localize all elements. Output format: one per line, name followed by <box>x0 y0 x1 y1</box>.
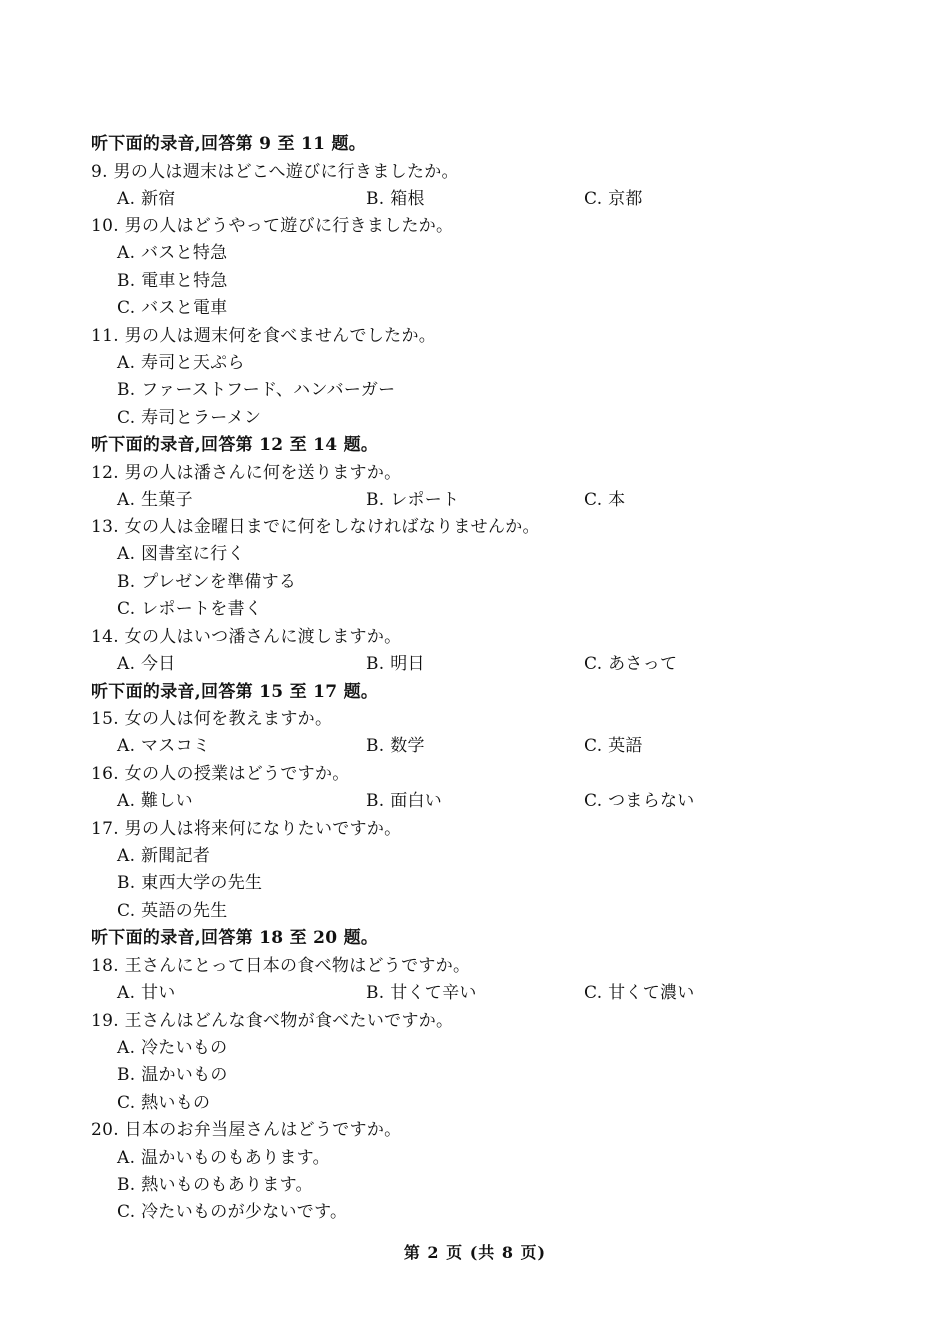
option-c: C. バスと電車 <box>117 298 228 318</box>
question-10: 10. 男の人はどうやって遊びに行きましたか。 <box>91 216 454 236</box>
question-19: 19. 王さんはどんな食べ物が食べたいですか。 <box>91 1011 454 1031</box>
option-a: A. 難しい <box>117 791 193 811</box>
option-a: A. 温かいものもあります。 <box>117 1148 330 1168</box>
question-15: 15. 女の人は何を教えますか。 <box>91 709 333 729</box>
option-b: B. レポート <box>366 490 460 510</box>
option-c: C. 京都 <box>584 189 643 209</box>
option-a: A. 今日 <box>117 654 176 674</box>
option-a: A. 新聞記者 <box>117 846 211 866</box>
question-20: 20. 日本のお弁当屋さんはどうですか。 <box>91 1120 402 1140</box>
option-b: B. 甘くて辛い <box>366 983 477 1003</box>
option-c: C. あさって <box>584 654 678 674</box>
option-a: A. 甘い <box>117 983 176 1003</box>
option-c: C. 甘くて濃い <box>584 983 695 1003</box>
option-b: B. 明日 <box>366 654 425 674</box>
option-a: A. 冷たいもの <box>117 1038 228 1058</box>
option-b: B. 東西大学の先生 <box>117 873 263 893</box>
option-c: C. 熱いもの <box>117 1093 211 1113</box>
option-b: B. 箱根 <box>366 189 425 209</box>
option-a: A. マスコミ <box>117 736 211 756</box>
option-a: A. 図書室に行く <box>117 544 245 564</box>
option-c: C. レポートを書く <box>117 599 263 619</box>
option-b: B. 温かいもの <box>117 1065 228 1085</box>
option-b: B. 電車と特急 <box>117 271 228 291</box>
option-c: C. 英語 <box>584 736 643 756</box>
question-12: 12. 男の人は潘さんに何を送りますか。 <box>91 463 402 483</box>
option-b: B. ファーストフード、ハンバーガー <box>117 380 396 400</box>
option-b: B. 面白い <box>366 791 443 811</box>
option-c: C. 本 <box>584 490 626 510</box>
question-14: 14. 女の人はいつ潘さんに渡しますか。 <box>91 627 402 647</box>
option-b: B. 数学 <box>366 736 425 756</box>
option-c: C. つまらない <box>584 791 695 811</box>
option-a: A. 生菓子 <box>117 490 193 510</box>
option-c: C. 英語の先生 <box>117 901 228 921</box>
question-9: 9. 男の人は週末はどこへ遊びに行きましたか。 <box>91 162 459 182</box>
option-c: C. 寿司とラーメン <box>117 408 262 428</box>
option-a: A. 寿司と天ぷら <box>117 353 245 373</box>
section-heading: 听下面的录音,回答第 18 至 20 题。 <box>91 928 379 948</box>
question-16: 16. 女の人の授業はどうですか。 <box>91 764 350 784</box>
question-13: 13. 女の人は金曜日までに何をしなければなりませんか。 <box>91 517 540 537</box>
question-11: 11. 男の人は週末何を食べませんでしたか。 <box>91 326 437 346</box>
page-number: 第 2 页 (共 8 页) <box>403 1243 547 1262</box>
option-c: C. 冷たいものが少ないです。 <box>117 1202 348 1222</box>
question-17: 17. 男の人は将来何になりたいですか。 <box>91 819 402 839</box>
section-heading: 听下面的录音,回答第 12 至 14 题。 <box>91 435 379 455</box>
section-heading: 听下面的录音,回答第 9 至 11 题。 <box>91 134 367 154</box>
option-b: B. 熱いものもあります。 <box>117 1175 313 1195</box>
option-a: A. 新宿 <box>117 189 176 209</box>
option-b: B. プレゼンを準備する <box>117 572 297 592</box>
option-a: A. バスと特急 <box>117 243 228 263</box>
section-heading: 听下面的录音,回答第 15 至 17 题。 <box>91 682 379 702</box>
question-18: 18. 王さんにとって日本の食べ物はどうですか。 <box>91 956 471 976</box>
